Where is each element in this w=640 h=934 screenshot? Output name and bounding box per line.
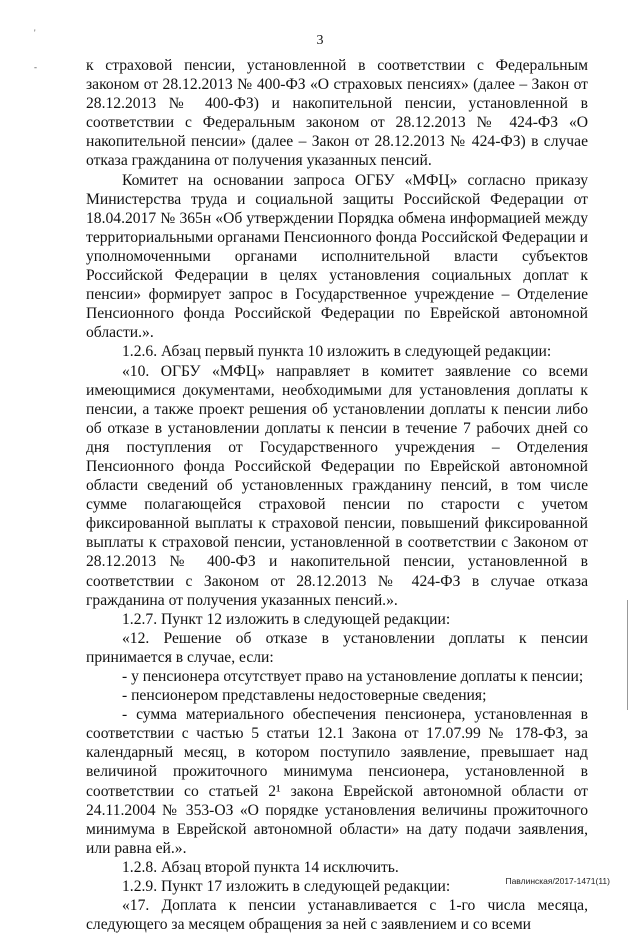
footer-document-code: Павлинская/2017-1471(11) bbox=[505, 876, 610, 886]
paragraph-1-2-6: 1.2.6. Абзац первый пункта 10 изложить в следующей редакции: bbox=[122, 343, 552, 361]
document-body bbox=[86, 56, 588, 934]
margin-mark-top: ' bbox=[34, 28, 36, 38]
margin-mark-second: - bbox=[34, 62, 37, 72]
paragraph-committee-request: Комитет на основании запроса ОГБУ «МФЦ» согласно приказу Министерства труда и социальной защиты Российской Федерации от 18.04.2017 № 365н «Об утверждении Порядка обмена информацией между территориальными органами Пенсионного фонда Российской Федерации и уполномоченными органами исполнительной власти субъектов Российской Федерации в целях установления социальных доплат к пенсии» формирует запрос в Государственное учреждение – Отделение Пенсионного фонда Российской Федерации по Еврейской автономной области.». bbox=[86, 171, 588, 342]
list-item-income-exceeds: - сумма материального обеспечения пенсионера, установленная в соответствии с частью 5 статьи 12.1 Закона от 17.07.99 № 178-ФЗ, за календарный месяц, в котором поступило заявление, превышает над величиной прожиточного минимума пенсионера, установленной в соответствии со статьей 2¹ закона Еврейской автономной области от 24.11.2004 № 353-ОЗ «О порядке установления величины прожиточного минимума в Еврейской автономной области» на дату подачи заявления, или равна ей.». bbox=[86, 706, 588, 857]
paragraph-1-2-8: 1.2.8. Абзац второй пункта 14 исключить. bbox=[122, 858, 399, 876]
paragraph-continuation: к страховой пенсии, установленной в соответствии с Федеральным законом от 28.12.2013 № 400-ФЗ «О страховых пенсиях» (далее – Закон от 28.12.2013 № 400-ФЗ) и накопительной пенсии, установленной в соответствии с Федеральным законом от 28.12.2013 № 424-ФЗ «О накопительной пенсии» (далее – Закон от 28.12.2013 № 424-ФЗ) в случае отказа гражданина от получения указанных пенсий. bbox=[86, 57, 588, 170]
scan-edge-line bbox=[627, 600, 628, 710]
paragraph-1-2-7: 1.2.7. Пункт 12 изложить в следующей редакции: bbox=[122, 610, 451, 628]
paragraph-1-2-9: 1.2.9. Пункт 17 изложить в следующей редакции: bbox=[122, 878, 451, 896]
paragraph-point-10: «10. ОГБУ «МФЦ» направляет в комитет заявление со всеми имеющимися документами, необходимыми для установления доплаты к пенсии, а также проект решения об установлении доплаты к пенсии либо об отказе в установлении доплаты к пенсии в течение 7 рабочих дней со дня поступления от Государственного учреждения – Отделения Пенсионного фонда Российской Федерации по Еврейской автономной области сведений об установленных гражданину пенсий, в том числе сумме полагающейся страховой пенсии по старости с учетом фиксированной выплаты к страховой пенсии, повышений фиксированной выплаты к страховой пенсии, установленной в соответствии с Законом от 28.12.2013 № 400-ФЗ и накопительной пенсии, установленной в соответствии с Законом от 28.12.2013 № 424-ФЗ в случае отказа гражданина от получения указанных пенсий.». bbox=[86, 362, 588, 609]
list-item-no-right: - у пенсионера отсутствует право на установление доплаты к пенсии; bbox=[122, 668, 584, 685]
paragraph-point-12: «12. Решение об отказе в установлении доплаты к пенсии принимается в случае, если: bbox=[86, 629, 588, 666]
paragraph-point-17: «17. Доплата к пенсии устанавливается с 1-го числа месяца, следующего за месяцем обращения за ней с заявлением и со всеми bbox=[86, 897, 588, 934]
page-number: 3 bbox=[316, 33, 324, 48]
list-item-false-info: - пенсионером представлены недостоверные сведения; bbox=[122, 687, 487, 705]
